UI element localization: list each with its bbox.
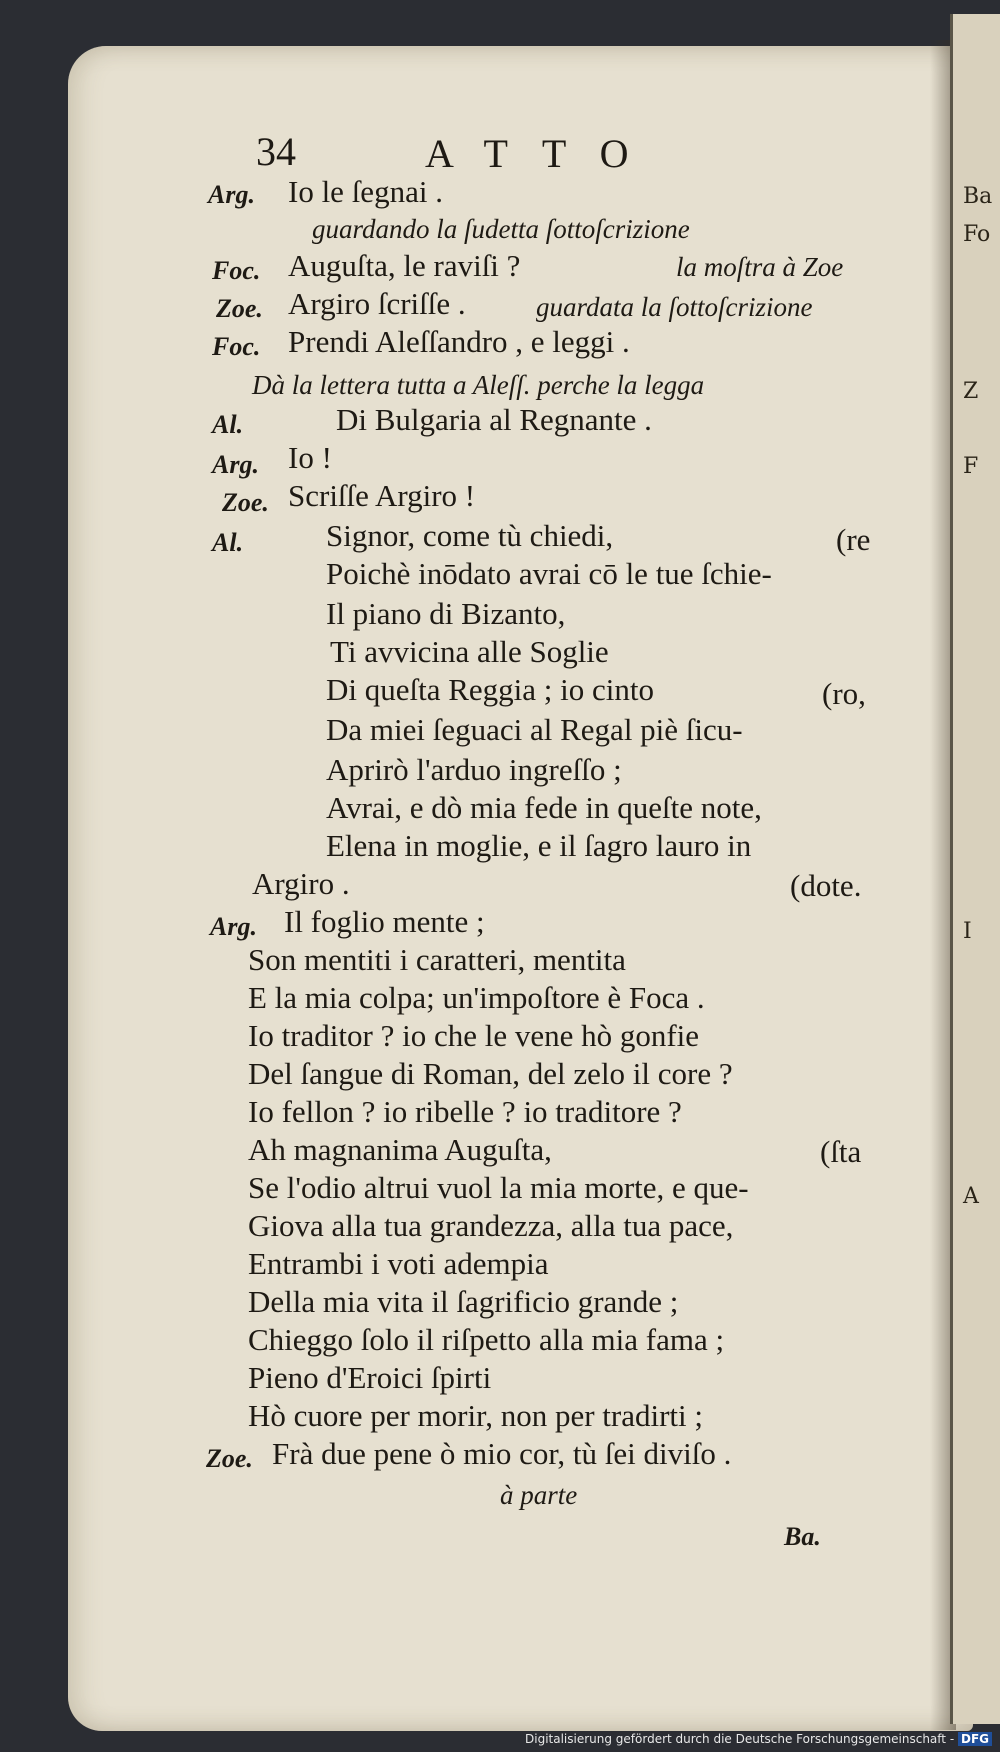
verse-line: Giova alla tua grandezza, alla tua pace, (248, 1208, 734, 1243)
verse-line: Di Bulgaria al Regnante . (336, 402, 652, 437)
running-head: ATTO (425, 131, 663, 176)
verse-line: Hò cuore per morir, non per tradirti ; (248, 1398, 703, 1433)
verse-line: Argiro ſcriſſe . (288, 286, 466, 321)
verse-line: Son mentiti i caratteri, mentita (248, 942, 626, 977)
verse-line: Della mia vita il ſagrificio grande ; (248, 1284, 679, 1319)
stage-direction: à parte (500, 1480, 578, 1510)
verse-line: Entrambi i voti adempia (248, 1246, 549, 1281)
verse-line: Scriſſe Argiro ! (288, 478, 476, 513)
digitization-credit (525, 1732, 992, 1746)
speaker-label: Zoe. (222, 488, 269, 517)
facing-page-edge (950, 14, 1000, 1724)
verse-line: Argiro . (252, 866, 350, 901)
verse-line: Di queſta Reggia ; io cinto (326, 672, 655, 707)
verse-line: Io le ſegnai . (288, 174, 443, 209)
verse-line: Chieggo ſolo il riſpetto alla mia fama ; (248, 1322, 725, 1357)
verse-line: Io fellon ? io ribelle ? io traditore ? (248, 1094, 682, 1129)
stage-direction: guardando la ſudetta ſottoſcrizione (312, 214, 690, 244)
verse-line: Poichè inōdato avrai cō le tue ſchie- (326, 556, 772, 591)
verse-line: Ah magnanima Auguſta, (248, 1132, 552, 1167)
turnover-fragment: (ro, (822, 676, 866, 711)
speaker-label: Foc. (212, 332, 261, 361)
verse-line: Ti avvicina alle Soglie (330, 634, 609, 669)
dfg-logo: DFG (958, 1732, 992, 1746)
verse-line: Se l'odio altrui vuol la mia morte, e que- (248, 1170, 749, 1205)
facing-margin-text: Fo (963, 222, 991, 247)
speaker-label: Foc. (212, 256, 261, 285)
footer-text: Digitalisierung gefördert durch die Deutsche Forschungsgemeinschaft - (525, 1732, 955, 1746)
verse-line: Io ! (288, 440, 332, 475)
verse-line: Il foglio mente ; (284, 904, 485, 939)
speaker-label: Al. (212, 410, 244, 439)
verse-line: Aprirò l'arduo ingreſſo ; (326, 752, 622, 787)
verse-line: Da miei ſeguaci al Regal piè ſicu- (326, 712, 743, 747)
verse-line: Pieno d'Eroici ſpirti (248, 1360, 492, 1395)
turnover-fragment: (re (836, 522, 871, 557)
facing-margin-text: Z (963, 379, 979, 404)
verse-line: Frà due pene ò mio cor, tù ſei diviſo . (272, 1436, 732, 1471)
page-number: 34 (256, 129, 296, 174)
facing-margin-text: F (963, 454, 979, 479)
speaker-label: Arg. (210, 912, 257, 941)
verse-line: Elena in moglie, e il ſagro lauro in (326, 828, 752, 863)
verse-line: Io traditor ? io che le vene hò gonfie (248, 1018, 700, 1053)
verse-line: Auguſta, le raviſi ? (288, 248, 521, 283)
facing-margin-text: Ba (963, 184, 993, 209)
verse-line: Signor, come tù chiedi, (326, 518, 614, 553)
catchword: Ba. (784, 1522, 821, 1551)
verse-line: E la mia colpa; un'impoſtore è Foca . (248, 980, 705, 1015)
speaker-label: Al. (212, 528, 244, 557)
turnover-fragment: (ſta (820, 1134, 862, 1169)
stage-direction: la moſtra à Zoe (676, 252, 844, 282)
facing-margin-text: A (963, 1184, 979, 1209)
stage-direction: guardata la ſottoſcrizione (536, 292, 813, 322)
speaker-label: Zoe. (216, 294, 263, 323)
speaker-label: Arg. (212, 450, 259, 479)
facing-margin-text: I (963, 919, 972, 944)
turnover-fragment: (dote. (790, 868, 862, 903)
verse-line: Il piano di Bizanto, (326, 596, 566, 631)
verse-line: Del ſangue di Roman, del zelo il core ? (248, 1056, 733, 1091)
speaker-label: Arg. (208, 180, 255, 209)
verse-line: Avrai, e dò mia fede in queſte note, (326, 790, 762, 825)
speaker-label: Zoe. (206, 1444, 253, 1473)
stage-direction: Dà la lettera tutta a Aleſſ. perche la legga (252, 370, 705, 400)
verse-line: Prendi Aleſſandro , e leggi . (288, 324, 630, 359)
